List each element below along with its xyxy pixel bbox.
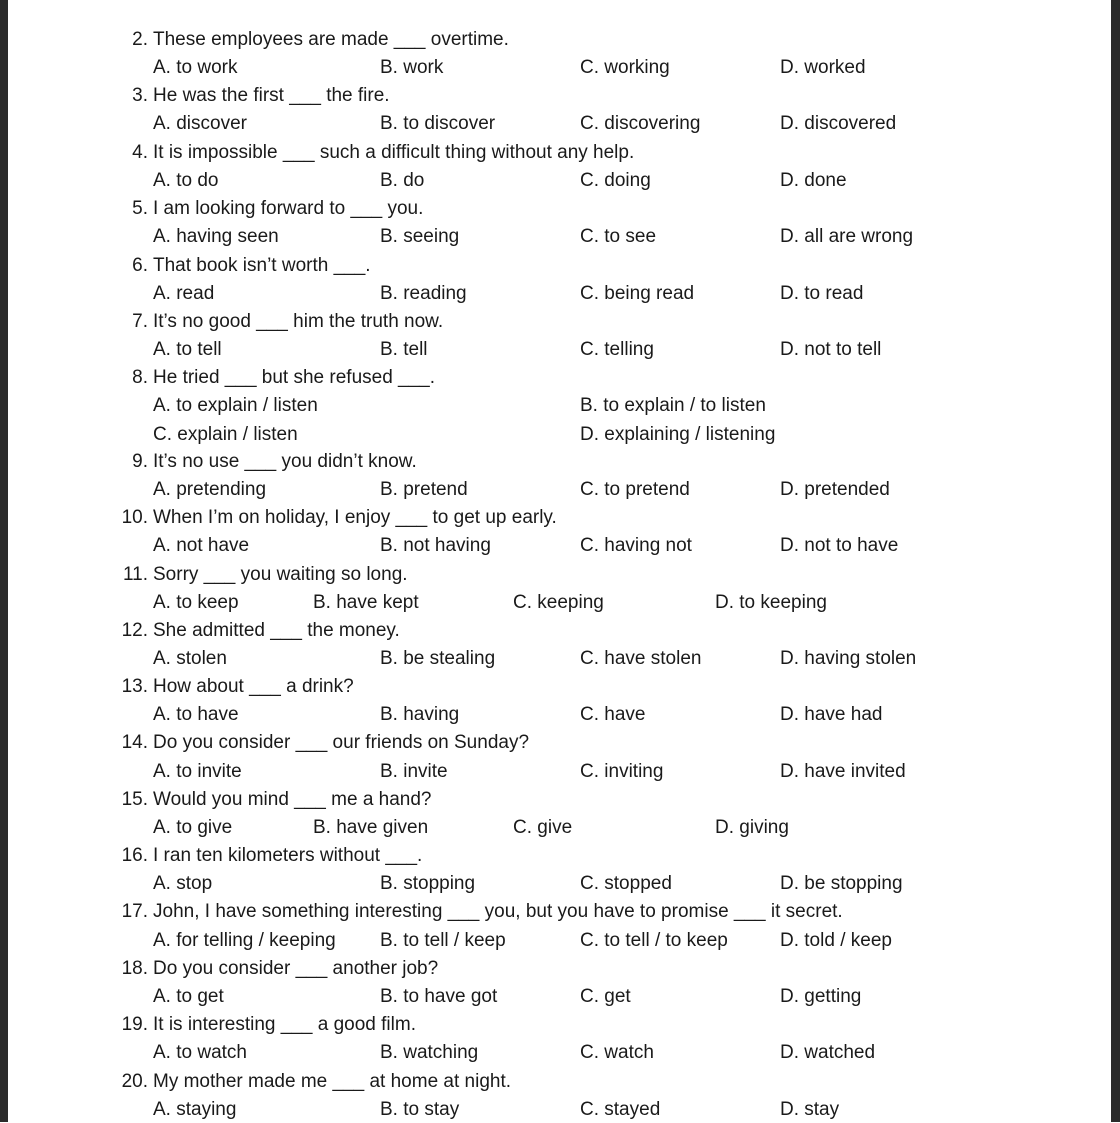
answer-option[interactable]: B. pretend [380,479,468,500]
options-row [8,702,1111,728]
answer-option[interactable]: C. to see [580,226,657,247]
answer-option[interactable]: C. discovering [580,113,701,134]
question-stem: Do you consider ___ another job? [153,958,439,979]
options-row [8,111,1111,137]
answer-option[interactable]: C. explain / listen [153,424,298,445]
question-row [8,618,1111,644]
answer-option[interactable]: C. doing [580,170,651,191]
question-row [8,253,1111,279]
answer-option[interactable]: B. do [380,170,425,191]
options-row [8,1040,1111,1066]
answer-option[interactable]: D. having stolen [780,648,917,669]
answer-option[interactable]: C. being read [580,283,695,304]
answer-option[interactable]: A. stop [153,873,213,894]
answer-option[interactable]: B. to explain / to listen [580,395,766,416]
question-row [8,309,1111,335]
question-number: 17. [121,901,148,922]
answer-option[interactable]: C. telling [580,339,654,360]
answer-option[interactable]: A. to do [153,170,219,191]
answer-option[interactable]: D. explaining / listening [580,424,776,445]
question-row [8,449,1111,475]
options-row [8,590,1111,616]
question-stem: Would you mind ___ me a hand? [153,789,432,810]
options-row [8,281,1111,307]
question-number: 5. [132,198,148,219]
worksheet-page [8,0,1111,1122]
question-number: 10. [121,507,148,528]
options-row [8,55,1111,81]
question-stem: It is impossible ___ such a difficult thing without any help. [153,142,635,163]
question-number: 12. [121,620,148,641]
answer-option[interactable]: B. stopping [380,873,476,894]
answer-option[interactable]: B. have kept [313,592,419,613]
answer-option[interactable]: B. to have got [380,986,498,1007]
answer-option[interactable]: C. working [580,57,670,78]
answer-option[interactable]: A. to have [153,704,239,725]
scan-edge-left [0,0,8,1122]
question-row [8,505,1111,531]
answer-option[interactable]: C. have stolen [580,648,702,669]
answer-option[interactable]: A. to tell [153,339,222,360]
options-row [8,422,1111,448]
options-row [8,984,1111,1010]
question-stem: I ran ten kilometers without ___. [153,845,423,866]
question-stem: It’s no good ___ him the truth now. [153,311,444,332]
question-row [8,899,1111,925]
question-stem: My mother made me ___ at home at night. [153,1071,512,1092]
answer-option[interactable]: D. to read [780,283,864,304]
question-number: 2. [132,29,148,50]
answer-option[interactable]: A. discover [153,113,247,134]
answer-option[interactable]: A. to work [153,57,238,78]
answer-option[interactable]: D. worked [780,57,866,78]
answer-option[interactable]: A. to watch [153,1042,247,1063]
options-row [8,477,1111,503]
options-row [8,646,1111,672]
question-row [8,730,1111,756]
answer-option[interactable]: C. stopped [580,873,672,894]
question-row [8,1012,1111,1038]
scan-edge-right [1111,0,1120,1122]
answer-option[interactable]: B. watching [380,1042,479,1063]
question-stem: How about ___ a drink? [153,676,354,697]
answer-option[interactable]: D. be stopping [780,873,903,894]
question-stem: Do you consider ___ our friends on Sunday? [153,732,530,753]
answer-option[interactable]: A. pretending [153,479,267,500]
answer-option[interactable]: D. getting [780,986,862,1007]
options-row [8,224,1111,250]
question-stem: She admitted ___ the money. [153,620,400,641]
question-row [8,196,1111,222]
answer-option[interactable]: B. not having [380,535,491,556]
answer-option[interactable]: D. not to have [780,535,899,556]
answer-option[interactable]: D. have had [780,704,883,725]
answer-option[interactable]: D. discovered [780,113,897,134]
answer-option[interactable]: B. be stealing [380,648,496,669]
answer-option[interactable]: B. having [380,704,460,725]
answer-option[interactable]: A. to get [153,986,224,1007]
answer-option[interactable]: A. for telling / keeping [153,930,336,951]
answer-option[interactable]: D. to keeping [715,592,827,613]
question-number: 16. [121,845,148,866]
options-row [8,337,1111,363]
answer-option[interactable]: C. get [580,986,631,1007]
question-stem: Sorry ___ you waiting so long. [153,564,408,585]
answer-option[interactable]: D. told / keep [780,930,892,951]
answer-option[interactable]: D. done [780,170,847,191]
options-row [8,759,1111,785]
answer-option[interactable]: B. tell [380,339,428,360]
question-number: 11. [122,564,148,585]
answer-option[interactable]: B. have given [313,817,429,838]
options-row [8,533,1111,559]
question-stem: John, I have something interesting ___ you, but you have to promise ___ it secret. [153,901,843,922]
question-row [8,562,1111,588]
question-number: 20. [121,1071,148,1092]
answer-option[interactable]: A. to explain / listen [153,395,318,416]
answer-option[interactable]: A. having seen [153,226,279,247]
question-row [8,674,1111,700]
question-stem: These employees are made ___ overtime. [153,29,509,50]
question-stem: He was the first ___ the fire. [153,85,390,106]
answer-option[interactable]: B. reading [380,283,467,304]
options-row [8,168,1111,194]
answer-option[interactable]: C. inviting [580,761,664,782]
question-number: 19. [121,1014,148,1035]
answer-option[interactable]: B. work [380,57,444,78]
answer-option[interactable]: D. all are wrong [780,226,914,247]
question-row [8,140,1111,166]
answer-option[interactable]: C. have [580,704,646,725]
answer-option[interactable]: A. to keep [153,592,239,613]
question-stem: When I’m on holiday, I enjoy ___ to get up early. [153,507,557,528]
question-number: 7. [132,311,148,332]
answer-option[interactable]: B. to discover [380,113,496,134]
options-row [8,1097,1111,1123]
question-number: 9. [132,451,148,472]
question-stem: It’s no use ___ you didn’t know. [153,451,417,472]
question-row [8,1069,1111,1095]
answer-option[interactable]: B. to tell / keep [380,930,506,951]
question-number: 4. [132,142,148,163]
question-number: 13. [121,676,148,697]
question-number: 6. [132,255,148,276]
answer-option[interactable]: D. giving [715,817,789,838]
question-number: 8. [132,367,148,388]
question-number: 14. [121,732,148,753]
options-row [8,871,1111,897]
options-row [8,815,1111,841]
options-row [8,393,1111,419]
answer-option[interactable]: C. watch [580,1042,654,1063]
answer-option[interactable]: B. to stay [380,1099,460,1120]
answer-option[interactable]: C. stayed [580,1099,661,1120]
answer-option[interactable]: D. watched [780,1042,876,1063]
answer-option[interactable]: B. seeing [380,226,460,247]
question-row [8,787,1111,813]
question-stem: That book isn’t worth ___. [153,255,371,276]
answer-option[interactable]: D. have invited [780,761,906,782]
question-row [8,956,1111,982]
question-stem: He tried ___ but she refused ___. [153,367,436,388]
answer-option[interactable]: C. having not [580,535,692,556]
answer-option[interactable]: C. to tell / to keep [580,930,728,951]
answer-option[interactable]: D. not to tell [780,339,882,360]
answer-option[interactable]: A. not have [153,535,250,556]
question-row [8,365,1111,391]
answer-option[interactable]: C. give [513,817,573,838]
question-row [8,83,1111,109]
answer-option[interactable]: B. invite [380,761,448,782]
question-number: 15. [121,789,148,810]
options-row [8,928,1111,954]
answer-option[interactable]: D. stay [780,1099,840,1120]
question-row [8,27,1111,53]
answer-option[interactable]: A. to invite [153,761,242,782]
answer-option[interactable]: A. read [153,283,215,304]
question-number: 3. [132,85,148,106]
answer-option[interactable]: A. to give [153,817,233,838]
question-stem: I am looking forward to ___ you. [153,198,424,219]
question-number: 18. [121,958,148,979]
answer-option[interactable]: A. staying [153,1099,237,1120]
question-stem: It is interesting ___ a good film. [153,1014,416,1035]
answer-option[interactable]: C. keeping [513,592,604,613]
answer-option[interactable]: C. to pretend [580,479,690,500]
question-row [8,843,1111,869]
answer-option[interactable]: A. stolen [153,648,227,669]
answer-option[interactable]: D. pretended [780,479,890,500]
